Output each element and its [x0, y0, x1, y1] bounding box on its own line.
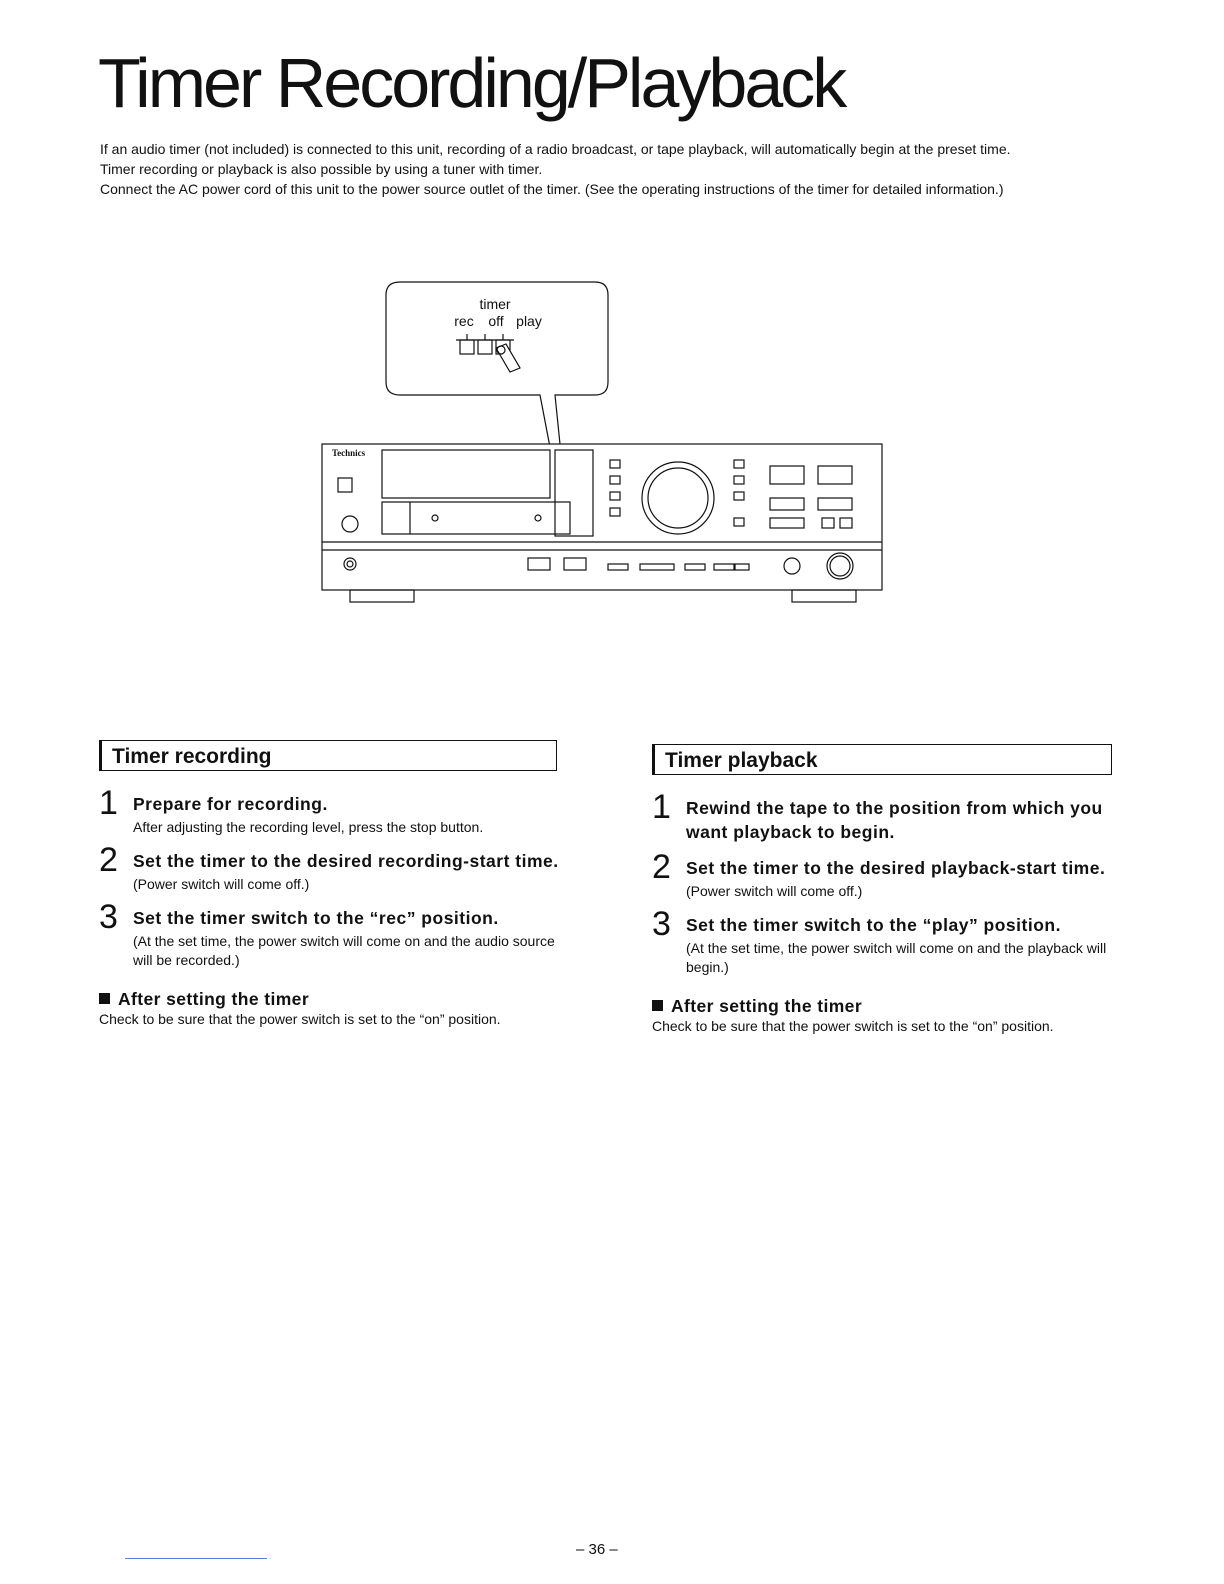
step-body: After adjusting the recording level, press the stop button. — [133, 819, 484, 835]
step-number: 3 — [99, 898, 118, 936]
step-heading: Prepare for recording. — [133, 794, 328, 814]
footer-link-line — [125, 1558, 267, 1559]
recording-step-3 — [99, 898, 563, 970]
timer-recording-steps — [99, 784, 563, 1029]
recording-step-1 — [99, 784, 563, 837]
recording-step-2 — [99, 841, 563, 894]
after-setting-heading — [652, 995, 1114, 1017]
playback-step-2 — [652, 848, 1114, 901]
intro-line: If an audio timer (not included) is connected to this unit, recording of a radio broadcast, or tape playback, will automatically begin at the preset time. — [100, 141, 1011, 157]
bullet-square-icon — [99, 993, 110, 1004]
after-setting-label: After setting the timer — [671, 996, 863, 1016]
step-number: 3 — [652, 905, 671, 943]
timer-recording-heading: Timer recording — [99, 740, 557, 771]
brand-logo: Technics — [332, 448, 366, 458]
step-number: 1 — [99, 784, 118, 822]
step-heading: Set the timer switch to the “play” position. — [686, 915, 1061, 935]
step-heading: Set the timer to the desired playback-start time. — [686, 858, 1106, 878]
deck-illustration — [310, 272, 910, 612]
callout-label-play: play — [516, 313, 542, 329]
step-body: (At the set time, the power switch will come on and the playback will begin.) — [686, 940, 1107, 975]
callout-label-rec: rec — [454, 313, 474, 329]
step-heading: Rewind the tape to the position from which you want playback to begin. — [686, 798, 1103, 842]
playback-step-1 — [652, 788, 1114, 844]
step-heading: Set the timer switch to the “rec” position. — [133, 908, 499, 928]
step-heading: Set the timer to the desired recording-start time. — [133, 851, 559, 871]
bullet-square-icon — [652, 1000, 663, 1011]
page-number: – 36 – — [576, 1541, 618, 1558]
after-setting-body: Check to be sure that the power switch is set to the “on” position. — [99, 1011, 501, 1027]
step-body: (Power switch will come off.) — [686, 883, 863, 899]
after-setting-label: After setting the timer — [118, 989, 310, 1009]
step-number: 2 — [652, 848, 671, 886]
timer-playback-steps — [652, 788, 1114, 1036]
step-body: (At the set time, the power switch will come on and the audio source will be recorded.) — [133, 933, 555, 968]
intro-text — [100, 139, 1120, 199]
intro-line: Connect the AC power cord of this unit to the power source outlet of the timer. (See the operating instructions of the timer for detailed information.) — [100, 181, 1004, 197]
callout-title: timer — [479, 296, 511, 312]
step-number: 1 — [652, 788, 671, 826]
playback-step-3 — [652, 905, 1114, 977]
step-body: (Power switch will come off.) — [133, 876, 310, 892]
step-number: 2 — [99, 841, 118, 879]
intro-line: Timer recording or playback is also possible by using a tuner with timer. — [100, 161, 543, 177]
timer-playback-heading: Timer playback — [652, 744, 1112, 775]
after-setting-heading — [99, 988, 563, 1010]
callout-label-off: off — [488, 313, 504, 329]
page-title: Timer Recording/Playback — [98, 44, 845, 122]
after-setting-body: Check to be sure that the power switch is set to the “on” position. — [652, 1018, 1054, 1034]
